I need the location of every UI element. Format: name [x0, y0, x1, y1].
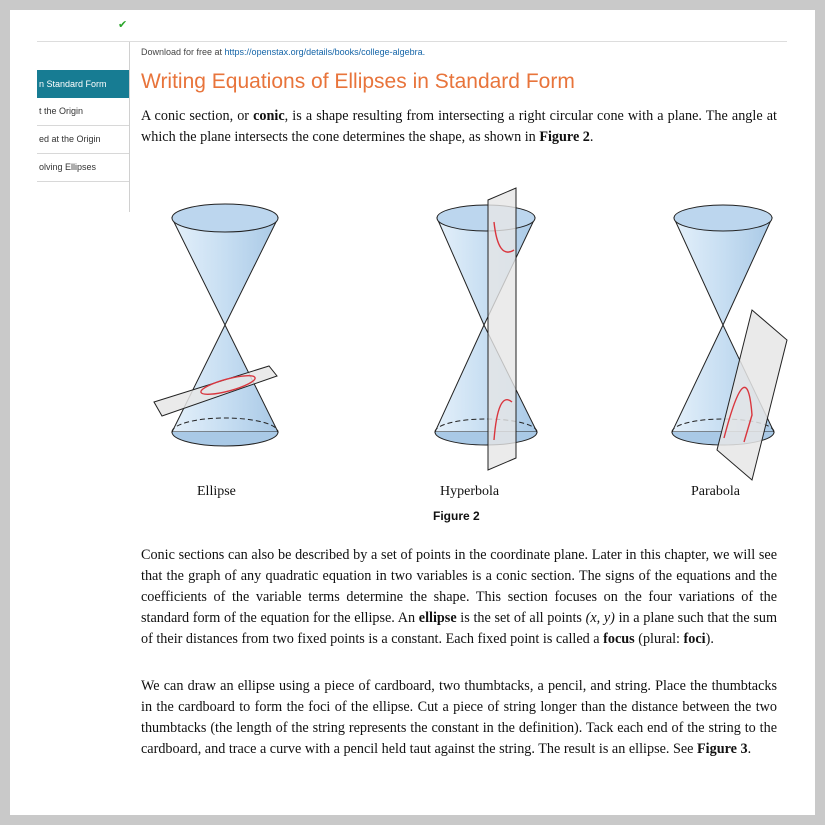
- term-ellipse: ellipse: [418, 610, 457, 626]
- toc-label: ed at the Origin: [39, 134, 101, 144]
- paragraph-ellipse-definition: Conic sections can also be described by a set of points in the coordinate plane. Later in this chapter, we will see that the graph of any quadratic equation in two variables is a conic section. The signs of the equations and the coefficients of the variable terms determine the shape. This section focuses on the four variations of the standard form of the equation for the ellipse. An ellipse is the set of all points (x, y) in a plane such that the sum of their distances from two fixed points is a constant. Each fixed point is called a focus (plural: foci).: [141, 547, 777, 647]
- toc-label: t the Origin: [39, 106, 84, 116]
- toc-label: n Standard Form: [39, 79, 107, 89]
- conic-sections-figure: [132, 170, 792, 490]
- download-prefix: Download for free at: [141, 47, 225, 57]
- download-note: [141, 47, 425, 57]
- parabola-cone-diagram: [672, 205, 787, 480]
- term-foci: foci: [683, 631, 706, 647]
- table-of-contents: [37, 42, 130, 212]
- figure-caption: Figure 2: [433, 509, 480, 523]
- hyperbola-cone-diagram: [435, 188, 537, 470]
- toc-item-centered-origin[interactable]: [37, 126, 129, 154]
- figure-label-ellipse: Ellipse: [197, 484, 236, 499]
- ellipse-cone-diagram: [154, 204, 278, 446]
- toc-item-standard-form[interactable]: [37, 70, 129, 98]
- paragraph-drawing-ellipse: We can draw an ellipse using a piece of cardboard, two thumbtacks, a pencil, and string. Place the thumbtacks in the cardboard to form the foci of the ellipse. Cut a piece of string longer than the distance between the two thumbtacks (the length of the string represents the constant in the definition). Tack each end of the string to the cardboard, and trace a curve with a pencil held taut against the string. The result is an ellipse. See Figure 3.: [141, 678, 777, 757]
- term-conic: conic: [253, 108, 285, 124]
- toc-label: olving Ellipses: [39, 162, 97, 172]
- paragraph-conic: A conic section, or conic, is a shape resulting from intersecting a right circular cone with a plane. The angle at which the plane intersects the cone determines the shape, as shown in Figure 2.: [141, 108, 777, 145]
- figure-3-ref[interactable]: Figure 3: [697, 741, 748, 757]
- figure-2-ref[interactable]: Figure 2: [539, 129, 590, 145]
- download-link[interactable]: https://openstax.org/details/books/college-algebra.: [224, 47, 426, 57]
- section-title: Writing Equations of Ellipses in Standard Form: [141, 70, 575, 93]
- check-icon: ✔: [118, 19, 128, 31]
- page-frame: [10, 10, 815, 815]
- top-divider: [37, 41, 787, 42]
- toc-item-empty: [37, 182, 129, 209]
- figure-label-hyperbola: Hyperbola: [440, 484, 500, 499]
- toc-item-origin[interactable]: [37, 98, 129, 126]
- math-xy: (x, y): [585, 610, 615, 626]
- figure-label-parabola: Parabola: [691, 484, 740, 499]
- term-focus: focus: [603, 631, 635, 647]
- toc-item-solving-ellipses[interactable]: [37, 154, 129, 182]
